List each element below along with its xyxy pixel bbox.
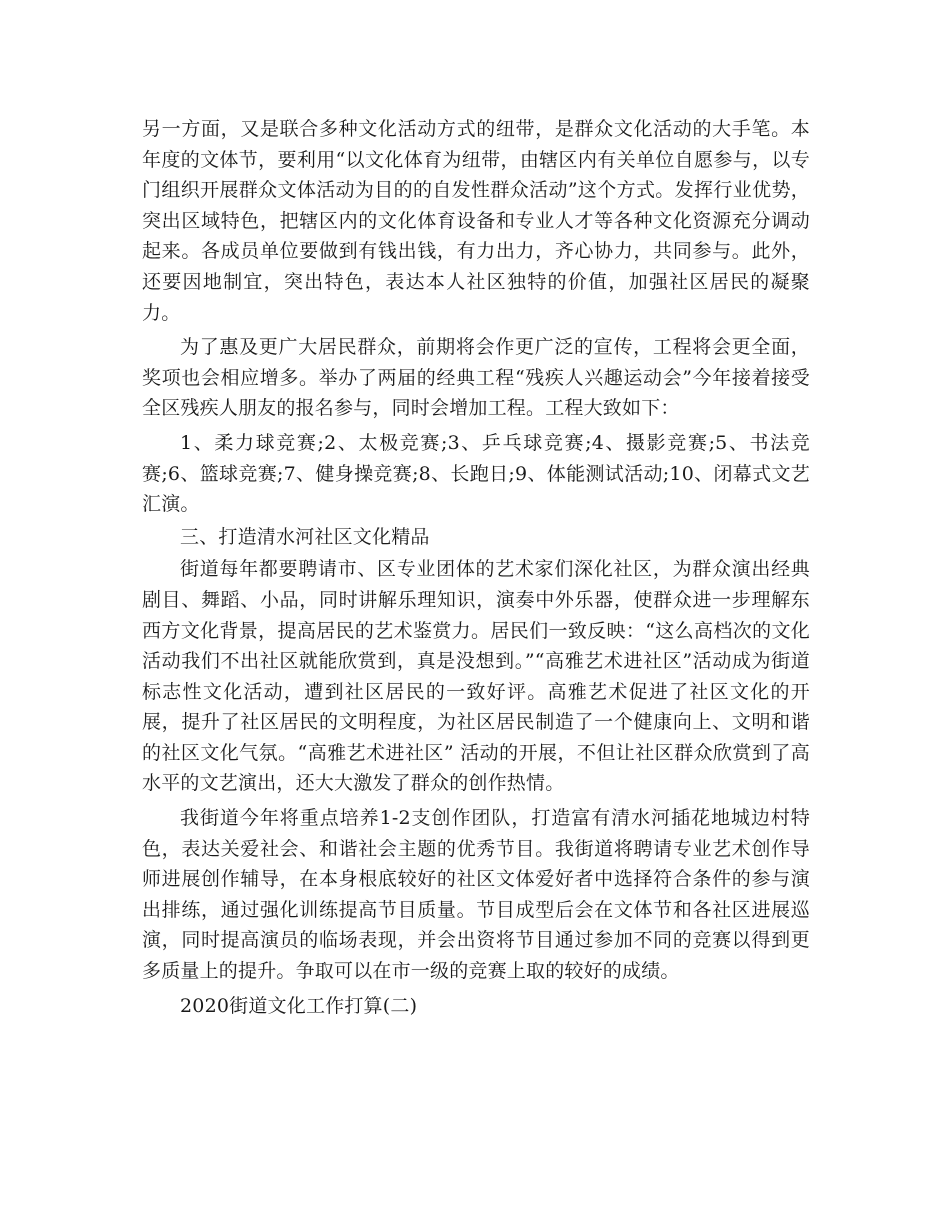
section-heading-culture-quality: 三、打造清水河社区文化精品 — [180, 525, 430, 548]
document-body — [142, 114, 810, 1025]
paragraph-publicity: 为了惠及更广大居民群众，前期将会作更广泛的宣传，工程将会更全面，奖项也会相应增多。举办了两届的经典工程“残疾人兴趣运动会”今年接着接受全区残疾人朋友的报名参与，同时会增加工程。工程大致如下： — [142, 336, 810, 420]
paragraph-art-in-community: 街道每年都要聘请市、区专业团体的艺术家们深化社区，为群众演出经典剧目、舞蹈、小品，同时讲解乐理知识，演奏中外乐器，使群众进一步理解东西方文化背景，提高居民的艺术鉴赏力。居民们一致反映：“这么高档次的文化活动我们不出社区就能欣赏到，真是没想到。”“高雅艺术进社区”活动成为街道标志性文化活动，遭到社区居民的一致好评。高雅艺术促进了社区文化的开展，提升了社区居民的文明程度，为社区居民制造了一个健康向上、文明和谐的社区文化气氛。“高雅艺术进社区” 活动的开展，不但让社区群众欣赏到了高水平的文艺演出，还大大激发了群众的创作热情。 — [142, 558, 810, 795]
paragraph-creative-team: 我街道今年将重点培养1-2支创作团队，打造富有清水河插花地城边村特色，表达关爱社会、和谐社会主题的优秀节目。我街道将聘请专业艺术创作导师进展创作辅导，在本身根底较好的社区文体爱好者中选择符合条件的参与演出排练，通过强化训练提高节目质量。节目成型后会在文体节和各社区进展巡演，同时提高演员的临场表现，并会出资将节目通过参加不同的竞赛以得到更多质量上的提升。争取可以在市一级的竞赛上取的较好的成绩。 — [142, 807, 810, 983]
document-subtitle: 2020街道文化工作打算(二) — [180, 994, 418, 1017]
paragraph-continuation: 另一方面，又是联合多种文化活动方式的纽带，是群众文化活动的大手笔。本年度的文体节，要利用“以文化体育为纽带，由辖区内有关单位自愿参与，以专门组织开展群众文体活动为目的的自发性群众活动”这个方式。发挥行业优势，突出区域特色，把辖区内的文化体育设备和专业人才等各种文化资源充分调动起来。各成员单位要做到有钱出钱，有力出力，齐心协力，共同参与。此外，还要因地制宜，突出特色，表达本人社区独特的价值，加强社区居民的凝聚力。 — [142, 118, 810, 324]
paragraph-event-list: 1、柔力球竞赛;2、太极竞赛;3、乒乓球竞赛;4、摄影竞赛;5、书法竞赛;6、篮球竞赛;7、健身操竞赛;8、长跑日;9、体能测试活动;10、闭幕式文艺汇演。 — [142, 431, 810, 516]
